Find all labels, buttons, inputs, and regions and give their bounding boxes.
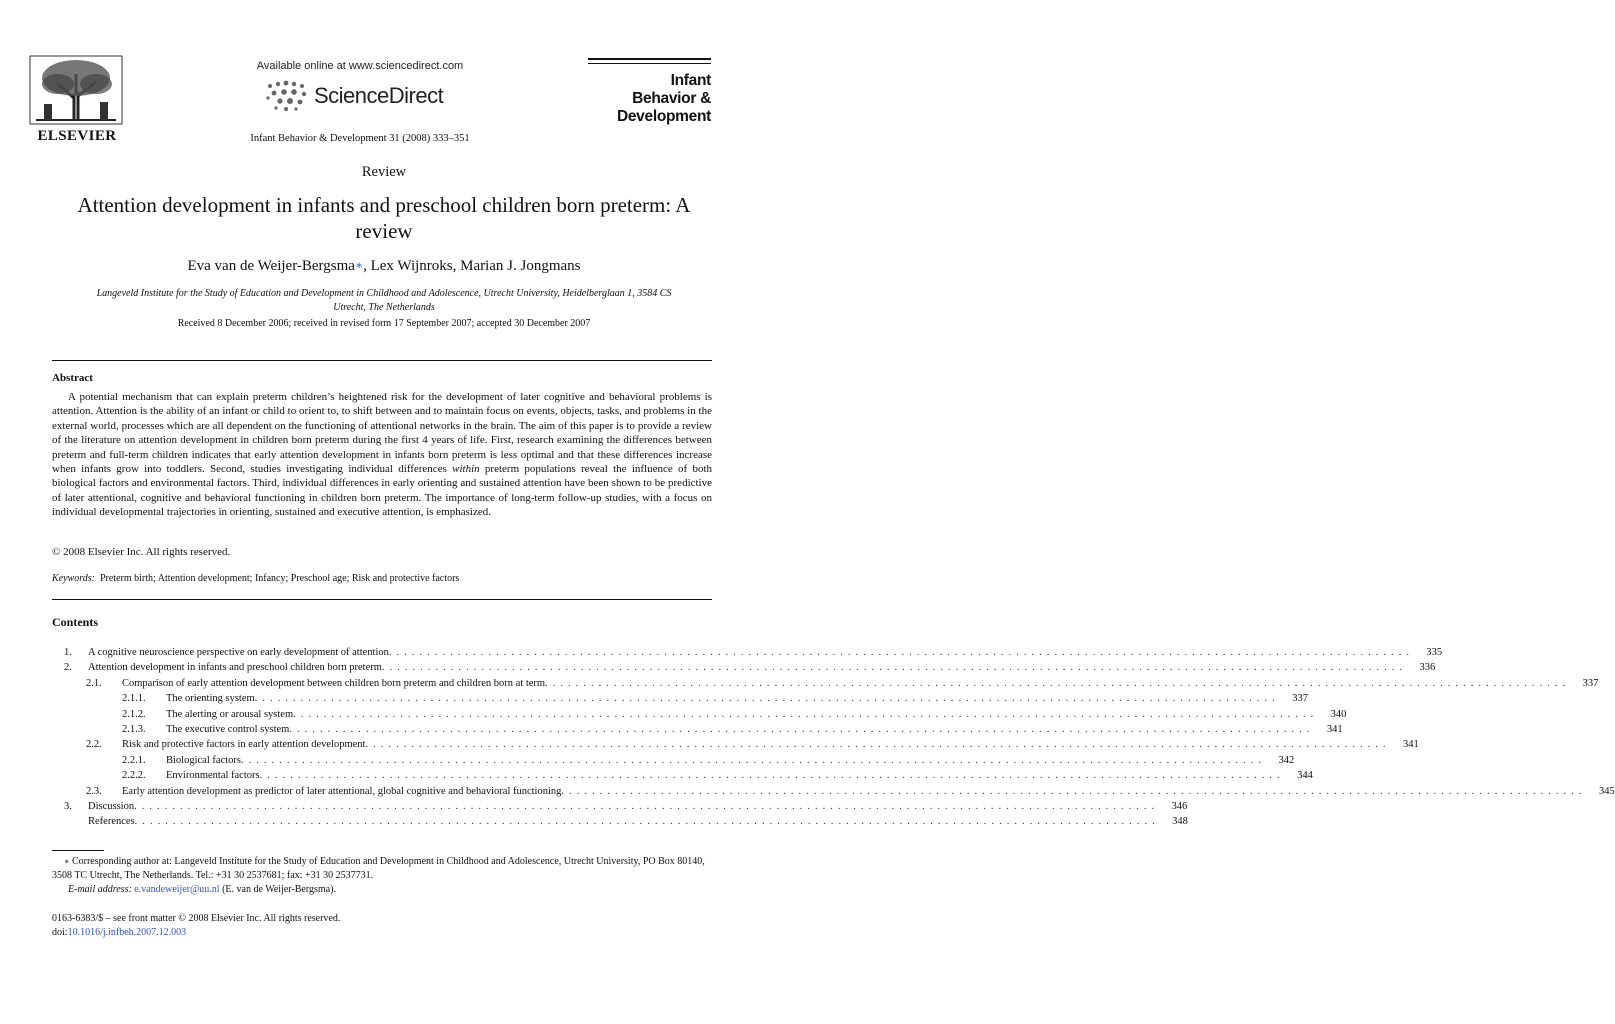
toc-entry[interactable]: [52, 691, 1308, 706]
toc-page-number: 335: [1426, 647, 1443, 658]
author-list: [60, 258, 708, 275]
abstract-body: [52, 390, 712, 520]
toc-number: 3.: [64, 800, 72, 812]
journal-name-block: [588, 58, 711, 132]
email-suffix: (E. van de Weijer-Bergsma).: [219, 884, 336, 895]
toc-entry[interactable]: [52, 784, 1615, 799]
toc-page-number: 346: [1171, 800, 1188, 812]
toc-number: 2.2.2.: [122, 770, 146, 782]
toc-number: 2.: [64, 662, 72, 674]
toc-number: 2.3.: [86, 785, 102, 797]
toc-page-number: 337: [1292, 693, 1308, 705]
elsevier-tree-icon: [28, 54, 124, 126]
toc-page-number: 345: [1598, 785, 1615, 797]
toc-page-number: 340: [1330, 708, 1347, 720]
toc-leader-dots: [365, 737, 1386, 752]
keywords-list: Preterm birth; Attention development; Infancy; Preschool age; Risk and protective factors: [99, 573, 460, 584]
doi-label: doi:: [52, 927, 68, 938]
divider: [52, 360, 712, 361]
toc-leader-dots: [255, 691, 1276, 706]
toc-number: 2.1.3.: [122, 723, 146, 735]
abstract-heading: Abstract: [52, 372, 93, 384]
keywords-label: Keywords:: [52, 573, 95, 584]
toc-number: 1.: [64, 647, 72, 658]
footnote-mark: ∗: [64, 857, 70, 866]
toc-entry[interactable]: [52, 737, 1419, 752]
author-name: Eva van de Weijer-Bergsma: [187, 258, 355, 274]
journal-name-line: Behavior &: [632, 90, 711, 107]
journal-citation: Infant Behavior & Development 31 (2008) 333–351: [250, 133, 470, 144]
toc-title: Comparison of early attention development between children born preterm and children born at term: [122, 677, 546, 689]
article-title: Attention development in infants and preschool children born preterm: A review: [77, 193, 691, 243]
toc-title: Risk and protective factors in early attention development: [122, 739, 366, 751]
footnote-line: [52, 855, 712, 883]
toc-leader-dots: [241, 753, 1262, 768]
toc-entry[interactable]: [52, 645, 1443, 660]
toc-page-number: 341: [1403, 739, 1419, 751]
sciencedirect-dots-icon: [262, 80, 310, 112]
toc-entry[interactable]: [52, 707, 1347, 722]
toc-leader-dots: [561, 784, 1582, 799]
received-dates: Received 8 December 2006; received in revised form 17 September 2007; accepted 30 December 2007: [177, 318, 591, 329]
toc-entry[interactable]: [52, 768, 1313, 783]
email-link[interactable]: e.vandeweijer@uu.nl: [134, 884, 220, 895]
toc-number: [52, 814, 88, 829]
toc-number: 2.2.: [86, 739, 102, 751]
toc-page-number: 342: [1278, 754, 1295, 766]
toc-entry[interactable]: [52, 799, 1188, 814]
corresponding-author-mark[interactable]: ∗: [354, 258, 364, 272]
affiliation: Langeveld Institute for the Study of Education and Development in Childhood and Adolescence, Utrecht University, Heidelberglaan 1, 3584 CS Utrecht, The Netherlands: [96, 288, 672, 313]
toc-leader-dots: [134, 799, 1155, 814]
abstract-emphasis: within: [452, 463, 480, 476]
abstract-text: A potential mechanism that can explain preterm children’s heightened risk for the development of later cognitive and behavioral problems is attention. Attention is the ability of an infant or child to orient to, to shift between and to maintain focus on events, objects, tasks, and problems in the external world, processes which are all dependent on the functioning of attentional networks in the brain. The aim of this paper is to provide a review of the literature on attention development in children born preterm during the first 4 years of life. First, research examining the differences between preterm and full-term children indicates that early attention development in infants born preterm is less optimal and that these differences increase when infants grow into toddlers. Second, studies investigating individual differences: [52, 391, 712, 476]
toc-entry[interactable]: [52, 676, 1599, 691]
divider: [52, 599, 712, 600]
elsevier-logo: [22, 48, 132, 146]
contents-heading: Contents: [52, 615, 99, 629]
toc-entry[interactable]: [52, 753, 1295, 768]
doi-line: [52, 927, 186, 938]
toc-leader-dots: [389, 645, 1410, 660]
toc-leader-dots: [293, 707, 1314, 722]
toc-title: References: [88, 816, 135, 828]
toc-page-number: 337: [1582, 677, 1599, 689]
toc-number: 2.1.2.: [122, 708, 146, 720]
toc-title: Early attention development as predictor of later attentional, global cognitive and behavioral functioning: [122, 785, 562, 797]
email-line: [52, 883, 712, 897]
footnote: [52, 855, 712, 897]
toc-page-number: 341: [1326, 723, 1343, 735]
sciencedirect-wordmark: ScienceDirect: [314, 83, 444, 108]
toc-title: The orienting system: [166, 693, 255, 705]
toc-number: 2.1.: [86, 677, 102, 689]
article-type: Review: [361, 164, 407, 180]
toc-title: A cognitive neuroscience perspective on early development of attention: [88, 647, 389, 658]
toc-title: Discussion: [88, 800, 135, 812]
toc-entry[interactable]: [52, 722, 1343, 737]
doi-link[interactable]: 10.1016/j.infbeh.2007.12.003: [67, 927, 187, 938]
author-names-rest: , Lex Wijnroks, Marian J. Jongmans: [363, 258, 581, 274]
footnote-rule: [52, 850, 104, 851]
available-online-text: Available online at www.sciencedirect.com: [256, 60, 464, 72]
abstract-text: preterm populations reveal the influence of both biological factors and environmental factors. Third, individual differences in early orienting and sustained attention have been shown to be predictive of later attentional, cognitive and behavioral functioning in children born preterm. The importance of long-term follow-up studies, with a focus on individual developmental trajectories in orienting, sustained and executive attention, is emphasized.: [52, 463, 713, 519]
sciencedirect-logo: [262, 80, 472, 114]
toc-title: Biological factors: [166, 754, 241, 766]
elsevier-wordmark: ELSEVIER: [37, 128, 117, 144]
issn-line: 0163-6383/$ – see front matter © 2008 Elsevier Inc. All rights reserved.: [52, 913, 341, 924]
toc-entry[interactable]: [52, 814, 1188, 829]
toc-leader-dots: [260, 768, 1281, 783]
table-of-contents: [52, 645, 1615, 830]
footnote-text: Corresponding author at: Langeveld Institute for the Study of Education and Development in Childhood and Adolescence, Utrecht University, PO Box 80140, 3508 TC Utrecht, The Netherlands. Tel.: +31 30 2537681; fax: +31 30 2537731.: [52, 856, 705, 881]
toc-number: 2.2.1.: [122, 754, 146, 766]
toc-leader-dots: [545, 676, 1566, 691]
toc-leader-dots: [135, 814, 1156, 829]
toc-title: Environmental factors: [166, 770, 260, 782]
toc-number: 2.1.1.: [122, 693, 146, 705]
toc-leader-dots: [289, 722, 1310, 737]
toc-page-number: 348: [1172, 816, 1188, 828]
journal-rule: [588, 63, 711, 64]
keywords: [52, 573, 712, 584]
toc-page-number: 344: [1297, 770, 1313, 782]
toc-title: The executive control system: [166, 723, 290, 735]
toc-entry[interactable]: [52, 660, 1436, 675]
abstract-copyright: © 2008 Elsevier Inc. All rights reserved.: [52, 546, 231, 558]
journal-name-line: Infant: [670, 72, 711, 89]
journal-name-line: Development: [616, 108, 711, 125]
toc-leader-dots: [382, 660, 1403, 675]
toc-page-number: 336: [1419, 662, 1436, 674]
toc-title: Attention development in infants and preschool children born preterm: [88, 662, 382, 674]
toc-title: The alerting or arousal system: [166, 708, 294, 720]
email-label: E-mail address:: [68, 884, 132, 895]
